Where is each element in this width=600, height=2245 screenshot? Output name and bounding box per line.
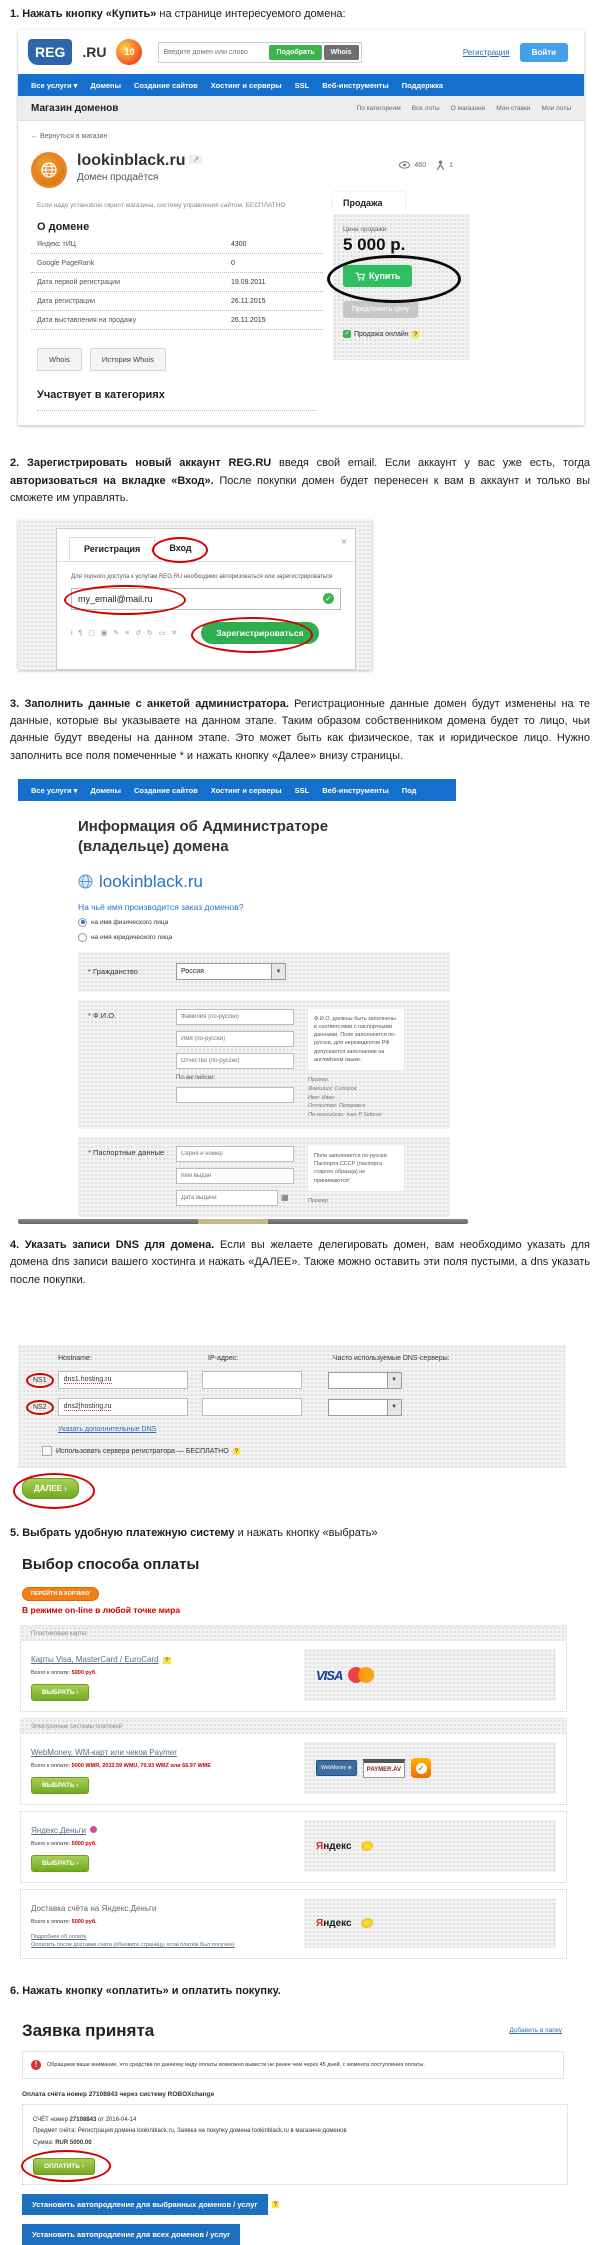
order-name-question: На чьё имя производится заказ доменов? — [78, 901, 244, 912]
visa-logo: VISA — [316, 1667, 343, 1683]
total-amount: 5000 руб. — [71, 1670, 97, 1677]
register-button[interactable]: Зарегистрироваться — [201, 622, 318, 644]
table-row: Google PageRank 0 — [31, 254, 323, 273]
categories-title: Участвует в категориях — [37, 389, 317, 411]
invoice-box: СЧЁТ номер 27108843 от 2016-04-14 Предмет счёта: Регистрация домена lookinblack.ru, Заявка на покупку домена lookinblack.ru в магазине доменов Сумма: RUR 5000.00 ОПЛАТИТЬ › — [22, 2104, 568, 2185]
checkbox-label: Использовать сервера регистратора — БЕСПЛАТНО — [56, 1447, 229, 1455]
close-icon[interactable]: × — [341, 536, 347, 548]
ip-header: IP-адрес: — [208, 1355, 239, 1363]
sale-panel — [333, 192, 470, 411]
ns1-ip-field[interactable] — [202, 1371, 302, 1389]
step5-text: 5. Выбрать удобную платежную систему и нажать кнопку «выбрать» — [10, 1527, 378, 1540]
cart-icon — [355, 272, 365, 281]
auth-modal — [56, 528, 356, 670]
nav-hosting[interactable]: Хостинг и серверы — [210, 785, 282, 795]
table-row: Дата выставления на продажу 26.11.2015 — [31, 311, 323, 330]
lastname-field[interactable] — [176, 1009, 294, 1025]
payment-details-link[interactable]: Подробнее об оплате — [31, 1934, 87, 1941]
domain-search-box — [158, 42, 361, 63]
ns1-annotation: NS1 — [26, 1373, 54, 1388]
go-to-cart-button[interactable]: ПЕРЕЙТИ В КОРЗИНУ — [22, 1587, 99, 1601]
nav-all-services[interactable]: Все услуги ▾ — [31, 785, 78, 795]
citizenship-select[interactable]: Россия ▼ — [176, 963, 286, 980]
nav-webtools[interactable]: Веб-инструменты — [322, 80, 389, 90]
valid-check-icon: ✓ — [323, 593, 334, 604]
passport-series-field[interactable] — [176, 1146, 294, 1162]
question-icon[interactable]: ? — [165, 1657, 169, 1665]
visa-method-link[interactable]: Карты Visa, MasterCard / EuroCard — [31, 1655, 159, 1665]
ns2-common-select[interactable] — [328, 1399, 402, 1416]
autorenew-selected-button[interactable]: Установить автопродление для выбранных доменов / услуг — [22, 2194, 268, 2215]
shop-tab-my-lots[interactable]: Мои лоты — [541, 104, 571, 112]
dns-form — [18, 1345, 566, 1468]
search-input[interactable] — [161, 48, 269, 57]
price-label: Цена продажи — [343, 226, 387, 234]
login-button[interactable]: Войти — [520, 43, 568, 62]
table-row: Дата регистрации 26.11.2015 — [31, 292, 323, 311]
invoice-payment-header: Оплата счёта номер 27108843 через систему ROBOXchange — [22, 2090, 215, 2098]
shop-tab-all-lots[interactable]: Все лоты — [411, 104, 440, 112]
passport-issued-field[interactable] — [176, 1168, 294, 1184]
anniversary-badge-icon: 10 — [116, 39, 142, 65]
sale-price: 5 000 р. — [343, 235, 406, 255]
total-amount: 5000 руб. — [71, 1919, 97, 1926]
paymer-logo: PAYMER.AV — [363, 1759, 405, 1778]
choose-yandex-button[interactable]: ВЫБРАТЬ › — [31, 1855, 89, 1872]
bids-count: 1 — [449, 161, 453, 169]
firstname-field[interactable] — [176, 1031, 294, 1047]
nav-site-builder[interactable]: Создание сайтов — [134, 785, 198, 795]
back-to-shop-link[interactable]: ← Вернуться в магазин — [31, 133, 108, 141]
main-nav-2 — [18, 779, 456, 801]
question-icon[interactable]: ? — [413, 330, 418, 338]
radio-person[interactable] — [78, 918, 87, 927]
site-header — [18, 30, 584, 74]
pay-button[interactable]: ОПЛАТИТЬ › — [33, 2158, 95, 2175]
tab-registration[interactable]: Регистрация — [69, 537, 155, 561]
dropdown-arrow-icon: ▼ — [271, 964, 285, 979]
passport-help-text: Поле заполняется по-русски. Паспорта СССР (паспорта старого образца) не принимаются! — [308, 1146, 404, 1191]
secure-badge-icon: ✓ — [411, 1758, 431, 1778]
shop-tab-about[interactable]: О магазине — [450, 104, 486, 112]
webmoney-logo: WebMoney ⊛ — [316, 1760, 357, 1776]
ns1-hostname-field[interactable]: dns1.hosting.ru — [58, 1371, 188, 1389]
about-domain-title: О домене — [37, 221, 90, 234]
yandex-logo: Яндекс — [316, 1917, 352, 1929]
seller-promo-text: Если надо установлю скрипт магазина, систему управления сайтом. БЕСПЛАТНО — [37, 202, 286, 210]
regru-logo: REG — [28, 39, 72, 65]
whois-info-button[interactable]: Whois — [37, 348, 82, 371]
nav-support[interactable]: Под — [401, 785, 417, 795]
shop-tab-my-bids[interactable]: Мои ставки — [496, 104, 531, 112]
main-nav — [18, 74, 584, 96]
autorenew-all-button[interactable]: Установить автопродление для всех доменов / услуг — [22, 2224, 240, 2245]
eye-icon — [399, 161, 410, 169]
withdrawal-warning: ! Обращаем ваше внимание, что средства по данному виду оплаты возможно вывести не ранее чем через 45 дней, с момента поступления оплаты. — [22, 2051, 564, 2079]
hostname-header: Hostname: — [58, 1355, 92, 1363]
yandex-money-icon — [90, 1826, 97, 1833]
yandex-money-link[interactable]: Яндекс.Деньги — [31, 1826, 86, 1836]
nav-domains[interactable]: Домены — [90, 785, 121, 795]
regru-logo-suffix: .RU — [82, 44, 107, 61]
nav-all-services[interactable]: Все услуги ▾ — [31, 80, 78, 90]
english-label: По-английски: — [176, 1074, 216, 1081]
nav-webtools[interactable]: Веб-инструменты — [322, 785, 389, 795]
horizontal-scrollbar[interactable] — [18, 1219, 468, 1224]
yandex-logo: Яндекс — [316, 1840, 352, 1852]
step1-bold: 1. Нажать кнопку «Купить» — [10, 8, 157, 20]
whois-history-button[interactable]: История Whois — [90, 348, 166, 371]
step4-text: 4. Указать записи DNS для домена. Если вы желаете делегировать домен, вам необходимо указать для домена dns записи вашего хостинга и нажать «ДАЛЕЕ». Также можно оставить эти поля пустыми, а dns указать после покупки. — [10, 1238, 590, 1286]
nav-site-builder[interactable]: Создание сайтов — [134, 80, 198, 90]
step2-text: 2. Зарегистрировать новый аккаунт REG.RU введя свой email. Если аккаунт у вас уже есть, тогда авторизоваться на вкладке «Вход». После покупки домен будет перенесен к вам в аккаунт и только вы сможете им управлять. — [10, 457, 590, 505]
nav-ssl[interactable]: SSL — [294, 785, 310, 795]
screenshot-admin-form: Все услуги ▾ Домены Создание сайтов Хостинг и серверы SSL Веб-инструменты Под Информация об Администраторе (владельце) домена lookinblack.ru На чьё имя производится заказ доменов? на имя физического лица на имя юридического лица * Гражданство Россия ▼ * Ф.И.О. Фамилия (по-русски) Имя (по-русски) Отчество (по-русски) По-английски: Ф.И.О. должны быть заполнены в соответствии с паспортными данными. Поле заполняется по-русски, для нерезидентов РФ допускается заполнение на английском языке. Пример: Фамилия: Сидоров Имя: Иван Отчество: Петрович По-английски: Ivan P Sidorov * Паспортные данные Серия и номер Кем выдан Дата выдачи ▦ Поле заполняется по-русски. Паспорта СССР (паспорта старого образца) не принимаются! Пример: — [0, 779, 600, 1224]
domain-name: lookinblack.ru — [77, 152, 186, 170]
step6-text: 6. Нажать кнопку «оплатить» и оплатить покупку. — [10, 1985, 281, 1998]
mastercard-logo — [348, 1667, 374, 1684]
browser-toolbar-icons: i ¶ ▢ ▣ ✎ ≡ ↺ ↻ ▭ ✕ — [71, 629, 180, 637]
domain-globe-icon — [31, 152, 67, 188]
add-to-folder-link[interactable]: Добавить в папку — [509, 2026, 562, 2034]
pick-domain-button[interactable]: Подобрать — [269, 45, 321, 60]
fio-help-text: Ф.И.О. должны быть заполнены в соответствии с паспортными данными. Поле заполняется по-русски, для нерезидентов РФ допускается заполнение на английском языке. — [308, 1009, 404, 1071]
citizenship-row: * Гражданство Россия ▼ — [78, 952, 450, 992]
online-sale-label: Продажа онлайн — [354, 330, 409, 338]
middlename-field[interactable] — [176, 1053, 294, 1069]
domain-status: Домен продаётся — [77, 172, 159, 184]
step1-text: 1. Нажать кнопку «Купить» на странице интересуемого домена: — [10, 8, 346, 20]
online-anywhere-note: В режиме on-line в любой точке мира — [22, 1605, 181, 1616]
views-count: 460 — [414, 161, 427, 169]
invoice-amount: RUR 5000.00 — [55, 2140, 92, 2147]
total-amount: 5000 руб. — [71, 1841, 97, 1848]
payment-title: Выбор способа оплаты — [22, 1556, 200, 1574]
check-icon: ✓ — [344, 331, 350, 338]
register-link[interactable]: Регистрация — [462, 47, 510, 57]
nav-domains[interactable]: Домены — [90, 80, 121, 90]
bidder-icon — [436, 160, 445, 170]
invoice-number: 27108843 — [69, 2116, 97, 2123]
nav-support[interactable]: Поддержка — [401, 80, 444, 90]
shop-title: Магазин доменов — [31, 102, 119, 114]
email-field[interactable] — [71, 588, 341, 610]
next-button[interactable]: ДАЛЕЕ › — [22, 1478, 79, 1499]
passport-section: * Паспортные данные Серия и номер Кем выдан Дата выдачи ▦ Поле заполняется по-русски. Паспорта СССР (паспорта старого образца) не принимаются! Пример: — [78, 1137, 450, 1217]
whois-button[interactable]: Whois — [324, 45, 359, 60]
choose-visa-button[interactable]: ВЫБРАТЬ › — [31, 1684, 89, 1701]
calendar-icon[interactable]: ▦ — [281, 1193, 289, 1203]
ns2-annotation: NS2 — [26, 1400, 54, 1415]
invoice-number: 27108843 — [88, 2090, 118, 2098]
shop-bar — [18, 96, 584, 121]
invoice-delivery-title: Доставка счёта на Яндекс.Деньги — [31, 1904, 157, 1914]
payment-method-yandex: Яндекс.Деньги Всего к оплате: 5000 руб. ВЫБРАТЬ › Яндекс — [20, 1811, 567, 1883]
email-value: my_email@mail.ru — [78, 593, 153, 604]
nav-ssl[interactable]: SSL — [294, 80, 310, 90]
english-name-field[interactable] — [176, 1087, 294, 1103]
order-accepted-title: Заявка принята — [22, 2020, 155, 2040]
common-dns-header: Часто используемые DNS-серверы: — [333, 1355, 450, 1363]
add-dns-link[interactable]: Указать дополнительные DNS — [58, 1426, 157, 1434]
buy-button[interactable]: Купить — [343, 265, 412, 287]
pay-after-delivery-link[interactable]: Оплатить после доставки счета (обновите страницу, если платеж был получен) — [31, 1942, 235, 1949]
shop-tab-categories[interactable]: По категориям — [356, 104, 401, 112]
question-icon[interactable]: ? — [273, 2200, 278, 2208]
globe-icon — [78, 874, 93, 889]
alert-icon: ! — [31, 2060, 41, 2070]
payment-method-yandex-invoice: Доставка счёта на Яндекс.Деньги Всего к оплате: 5000 руб. Подробнее об оплате Оплатить после доставки счета (обновите страницу, если платеж был получен) Яндекс — [20, 1889, 567, 1959]
webmoney-method-link[interactable]: WebMoney, WM-карт или чеков Paymer — [31, 1748, 177, 1758]
radio-company[interactable] — [78, 933, 87, 942]
admin-domain-name: lookinblack.ru — [99, 871, 203, 891]
electronic-systems-section: Электронные системы платежей — [21, 1719, 566, 1734]
dropdown-arrow-icon: ▼ — [387, 1373, 401, 1388]
passport-date-field[interactable] — [176, 1190, 278, 1206]
fio-section: * Ф.И.О. Фамилия (по-русски) Имя (по-русски) Отчество (по-русски) По-английски: Ф.И.О. должны быть заполнены в соответствии с паспортными данными. Поле заполняется по-русски, для нерезидентов РФ допускается заполнение на английском языке. Пример: Фамилия: Сидоров Имя: Иван Отчество: Петрович По-английски: Ivan P Sidorov — [78, 1000, 450, 1129]
sale-tab[interactable]: Продажа — [333, 192, 405, 214]
payment-method-cards: Пластиковые карты Карты Visa, MasterCard / EuroCard ? Всего к оплате: 5000 руб. ВЫБРАТЬ › VISA — [20, 1625, 567, 1712]
passport-example-label: Пример: — [308, 1197, 330, 1204]
use-registrar-servers-checkbox[interactable] — [42, 1446, 52, 1456]
admin-form-title: Информация об Администраторе (владельце) домена — [78, 818, 329, 856]
plastic-cards-section: Пластиковые карты — [21, 1626, 566, 1641]
question-icon[interactable]: ? — [234, 1447, 239, 1455]
step3-text: 3. Заполнить данные с анкетой администратора. Регистрационные данные домен будут изменены на те данные, которые вы указываете на данном этапе. Таким образом собственником домена будет то лицо, чьи данные будут введены на данном этапе. Это может быть как физическое, так и юридическое лицо. Нужно заполнить все поля помеченные * и нажать кнопку «Далее» внизу страницы. — [10, 697, 590, 762]
choose-webmoney-button[interactable]: ВЫБРАТЬ › — [31, 1777, 89, 1794]
coin-icon — [360, 1840, 374, 1852]
offer-price-button[interactable]: Предложить цену — [343, 301, 418, 318]
screenshot-auth-modal — [18, 520, 372, 670]
invoice-subject: Регистрация домена lookinblack.ru, Заявка на покупку домена lookinblack.ru в магазине доменов — [77, 2128, 347, 2135]
screenshot-regru-shop — [18, 30, 584, 425]
ns2-hostname-field[interactable]: dns2|hosting.ru — [58, 1398, 188, 1416]
nav-hosting[interactable]: Хостинг и серверы — [210, 80, 282, 90]
coin-icon — [360, 1917, 374, 1929]
table-row: Яндекс тИЦ 4300 — [31, 235, 323, 254]
ns1-common-select[interactable] — [328, 1372, 402, 1389]
total-amount: 5000 WMR, 2033.59 WMU, 76.93 WMZ или 66.97 WME — [71, 1763, 211, 1770]
tab-login[interactable]: Вход — [155, 537, 205, 561]
table-row: Дата первой регистрации 19.09.2011 — [31, 273, 323, 292]
dropdown-arrow-icon: ▼ — [387, 1400, 401, 1415]
external-link-icon[interactable]: ↗ — [189, 155, 202, 164]
ns2-ip-field[interactable] — [202, 1398, 302, 1416]
payment-method-webmoney: Электронные системы платежей WebMoney, WM-карт или чеков Paymer Всего к оплате: 5000 WMR, 2033.59 WMU, 76.93 WMZ или 66.97 WME ВЫБРАТЬ › WebMoney ⊛ PAYMER.AV ✓ — [20, 1718, 567, 1805]
auth-info-text: Для полного доступа к услугам REG.RU необходимо авторизоваться или зарегистрироваться — [71, 573, 333, 580]
